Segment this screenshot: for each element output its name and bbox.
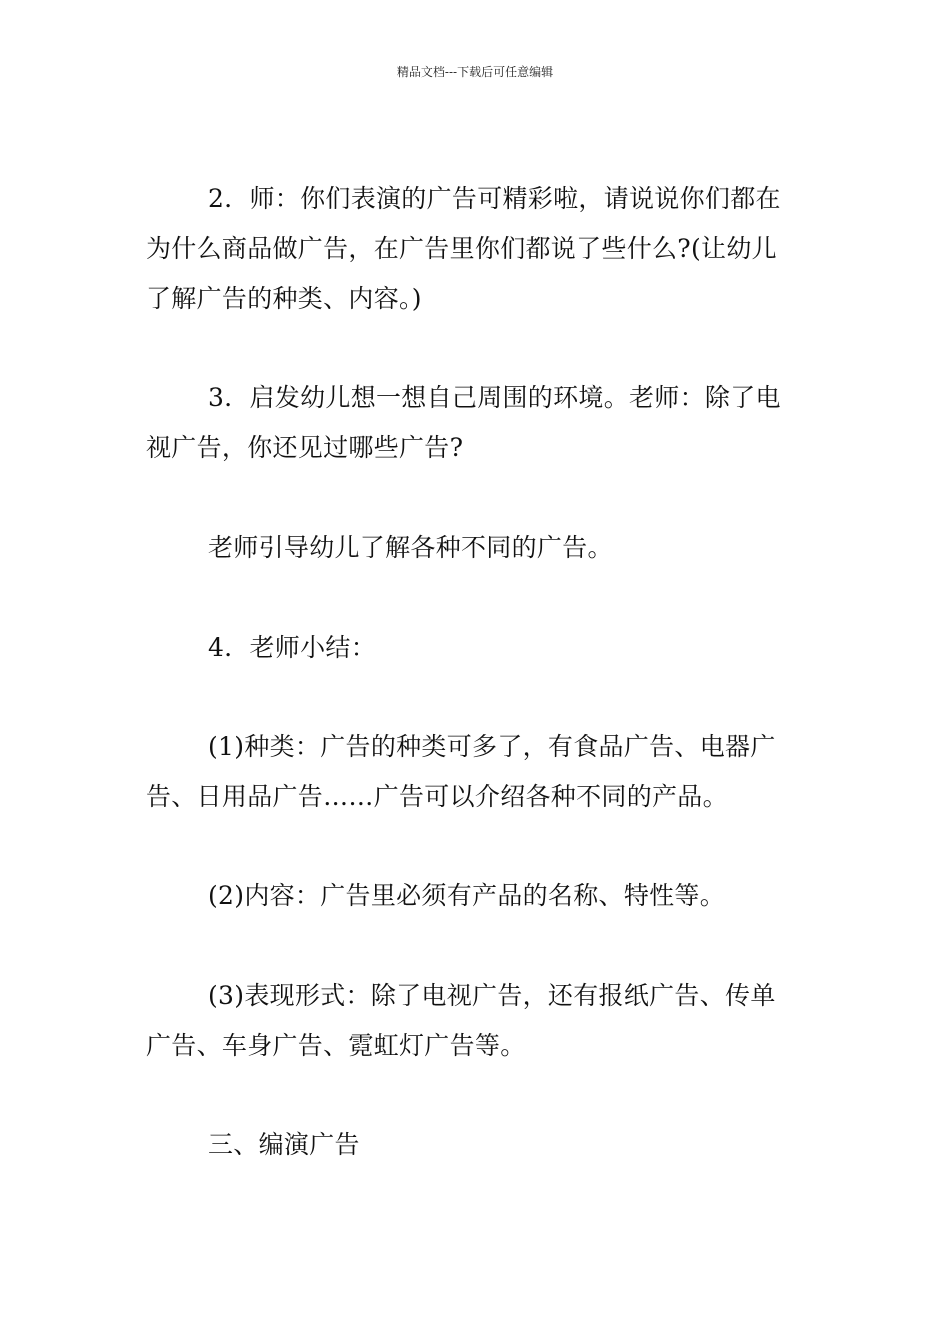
paragraph-line: 广告、车身广告、霓虹灯广告等。 bbox=[146, 1031, 526, 1060]
paragraph-step-2 bbox=[146, 174, 816, 324]
section-heading-text: 三、编演广告 bbox=[208, 1130, 360, 1159]
paragraph-line: 2．师：你们表演的广告可精彩啦，请说说你们都在 bbox=[208, 184, 781, 213]
paragraph-step-3 bbox=[146, 373, 816, 473]
paragraph-step-4 bbox=[146, 623, 816, 673]
paragraph-line: 4．老师小结： bbox=[208, 633, 377, 662]
paragraph-line: 视广告，你还见过哪些广告? bbox=[146, 433, 464, 462]
paragraph-summary-types bbox=[146, 722, 816, 822]
paragraph-line: 告、日用品广告……广告可以介绍各种不同的产品。 bbox=[146, 782, 728, 811]
paragraph-line: 为什么商品做广告，在广告里你们都说了些什么?(让幼儿 bbox=[146, 234, 777, 263]
paragraph-teacher-guide bbox=[146, 523, 816, 573]
paragraph-line: (2)内容：广告里必须有产品的名称、特性等。 bbox=[208, 881, 726, 910]
paragraph-line: (3)表现形式：除了电视广告，还有报纸广告、传单 bbox=[208, 981, 776, 1010]
page-header: 精品文档---下载后可任意编辑 bbox=[396, 65, 554, 79]
paragraph-summary-forms bbox=[146, 971, 816, 1071]
paragraph-line: 了解广告的种类、内容。) bbox=[146, 284, 422, 313]
paragraph-line: 老师引导幼儿了解各种不同的广告。 bbox=[208, 533, 613, 562]
paragraph-line: (1)种类：广告的种类可多了，有食品广告、电器广 bbox=[208, 732, 776, 761]
paragraph-summary-content bbox=[146, 871, 816, 921]
paragraph-line: 3．启发幼儿想一想自己周围的环境。老师：除了电 bbox=[208, 383, 781, 412]
section-heading-3 bbox=[146, 1120, 816, 1170]
